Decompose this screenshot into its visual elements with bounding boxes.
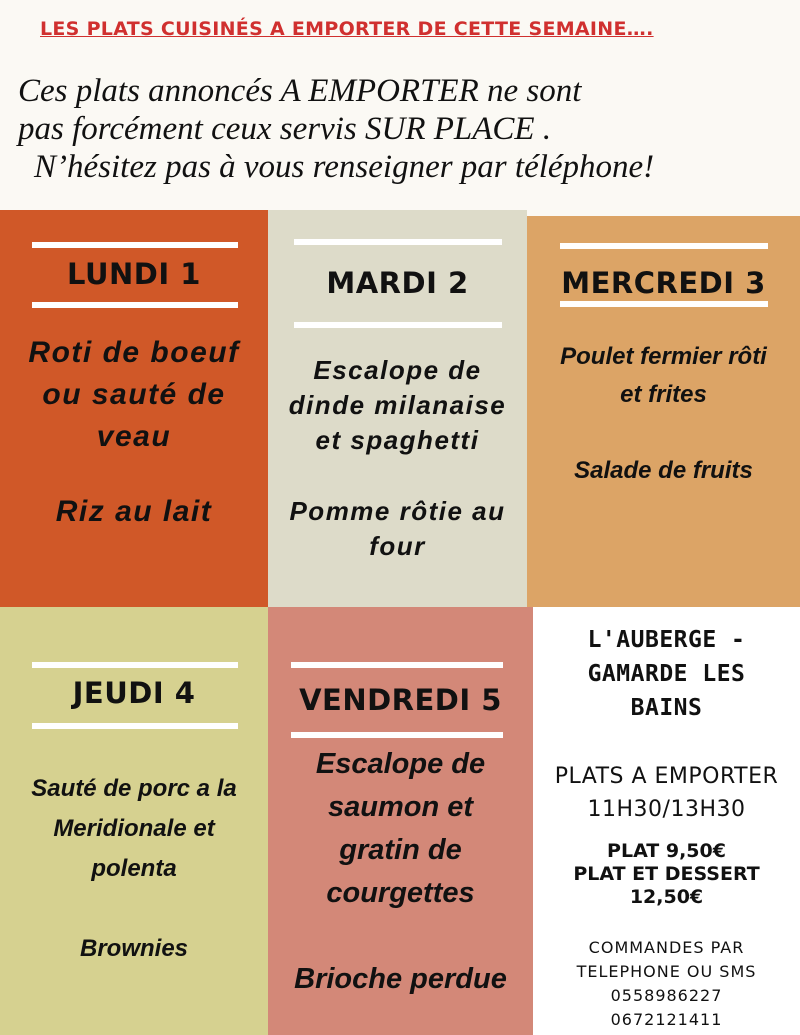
day-title: MERCREDI 3 bbox=[561, 266, 766, 300]
phone-number: 0672121411 bbox=[610, 1010, 723, 1029]
dessert: Salade de fruits bbox=[574, 457, 753, 484]
dish-line: Poulet fermier rôti bbox=[560, 343, 767, 370]
main-dish bbox=[268, 743, 533, 915]
price-line: 12,50€ bbox=[629, 886, 704, 908]
main-dish bbox=[527, 338, 800, 414]
restaurant-name bbox=[533, 623, 800, 725]
divider bbox=[32, 242, 238, 248]
name-line: BAINS bbox=[630, 695, 703, 721]
dessert: Brownies bbox=[79, 935, 189, 962]
day-title: JEUDI 4 bbox=[72, 676, 196, 710]
day-panel-vendredi bbox=[268, 607, 533, 1035]
day-title: VENDREDI 5 bbox=[299, 683, 502, 717]
intro-line: Ces plats annoncés A EMPORTER ne sont bbox=[18, 73, 582, 109]
divider bbox=[560, 243, 768, 249]
phone-number: 0558986227 bbox=[610, 986, 723, 1005]
main-dish bbox=[268, 353, 527, 458]
dessert bbox=[268, 494, 527, 564]
divider bbox=[32, 662, 238, 668]
price-list bbox=[533, 840, 800, 909]
divider bbox=[291, 662, 503, 668]
dish-line: Escalope de bbox=[315, 748, 486, 780]
takeaway-label: PLATS A EMPORTER bbox=[554, 764, 779, 789]
dish-line: veau bbox=[96, 420, 172, 453]
name-line: L'AUBERGE - bbox=[587, 627, 746, 653]
day-panel-mardi bbox=[268, 210, 527, 607]
dish-line: four bbox=[369, 531, 426, 561]
dish-line: courgettes bbox=[326, 877, 475, 909]
hours-text: 11H30/13H30 bbox=[587, 797, 746, 822]
divider bbox=[32, 723, 238, 729]
takeaway-hours bbox=[533, 760, 800, 826]
intro-notice bbox=[18, 72, 788, 186]
contact-line: COMMANDES PAR bbox=[588, 938, 745, 957]
price-line: PLAT 9,50€ bbox=[607, 840, 726, 862]
dish-line: ou sauté de bbox=[42, 378, 226, 411]
contact-line: TELEPHONE OU SMS bbox=[576, 962, 757, 981]
day-panel-lundi bbox=[0, 210, 268, 607]
dish-line: gratin de bbox=[339, 834, 462, 866]
day-title: LUNDI 1 bbox=[67, 257, 201, 291]
day-panel-mercredi bbox=[527, 216, 800, 607]
intro-line: pas forcément ceux servis SUR PLACE . bbox=[18, 111, 552, 147]
dessert: Riz au lait bbox=[55, 495, 213, 528]
dish-line: et spaghetti bbox=[315, 425, 480, 455]
dish-line: Escalope de bbox=[313, 355, 482, 385]
divider bbox=[32, 302, 238, 308]
main-dish bbox=[0, 332, 268, 458]
page-title: LES PLATS CUISINÉS A EMPORTER DE CETTE SEMAINE…. bbox=[40, 18, 654, 40]
divider bbox=[560, 301, 768, 307]
dish-line: polenta bbox=[91, 855, 177, 882]
dish-line: Meridionale et bbox=[53, 815, 215, 842]
dish-line: dinde milanaise bbox=[288, 390, 507, 420]
intro-line: N’hésitez pas à vous renseigner par téléphone! bbox=[34, 149, 655, 185]
order-contact bbox=[533, 936, 800, 1032]
divider bbox=[294, 239, 502, 245]
divider bbox=[291, 732, 503, 738]
dessert: Brioche perdue bbox=[294, 963, 507, 995]
restaurant-info-panel bbox=[533, 607, 800, 1035]
dish-line: saumon et bbox=[327, 791, 474, 823]
dish-line: et frites bbox=[620, 381, 707, 408]
day-panel-jeudi bbox=[0, 607, 268, 1035]
day-title: MARDI 2 bbox=[326, 266, 469, 300]
price-line: PLAT ET DESSERT bbox=[573, 863, 760, 885]
dish-line: Sauté de porc a la bbox=[31, 775, 237, 802]
divider bbox=[294, 322, 502, 328]
main-dish bbox=[0, 769, 268, 889]
dish-line: Pomme rôtie au bbox=[289, 496, 506, 526]
dish-line: Roti de boeuf bbox=[28, 336, 240, 369]
name-line: GAMARDE LES bbox=[587, 661, 746, 687]
